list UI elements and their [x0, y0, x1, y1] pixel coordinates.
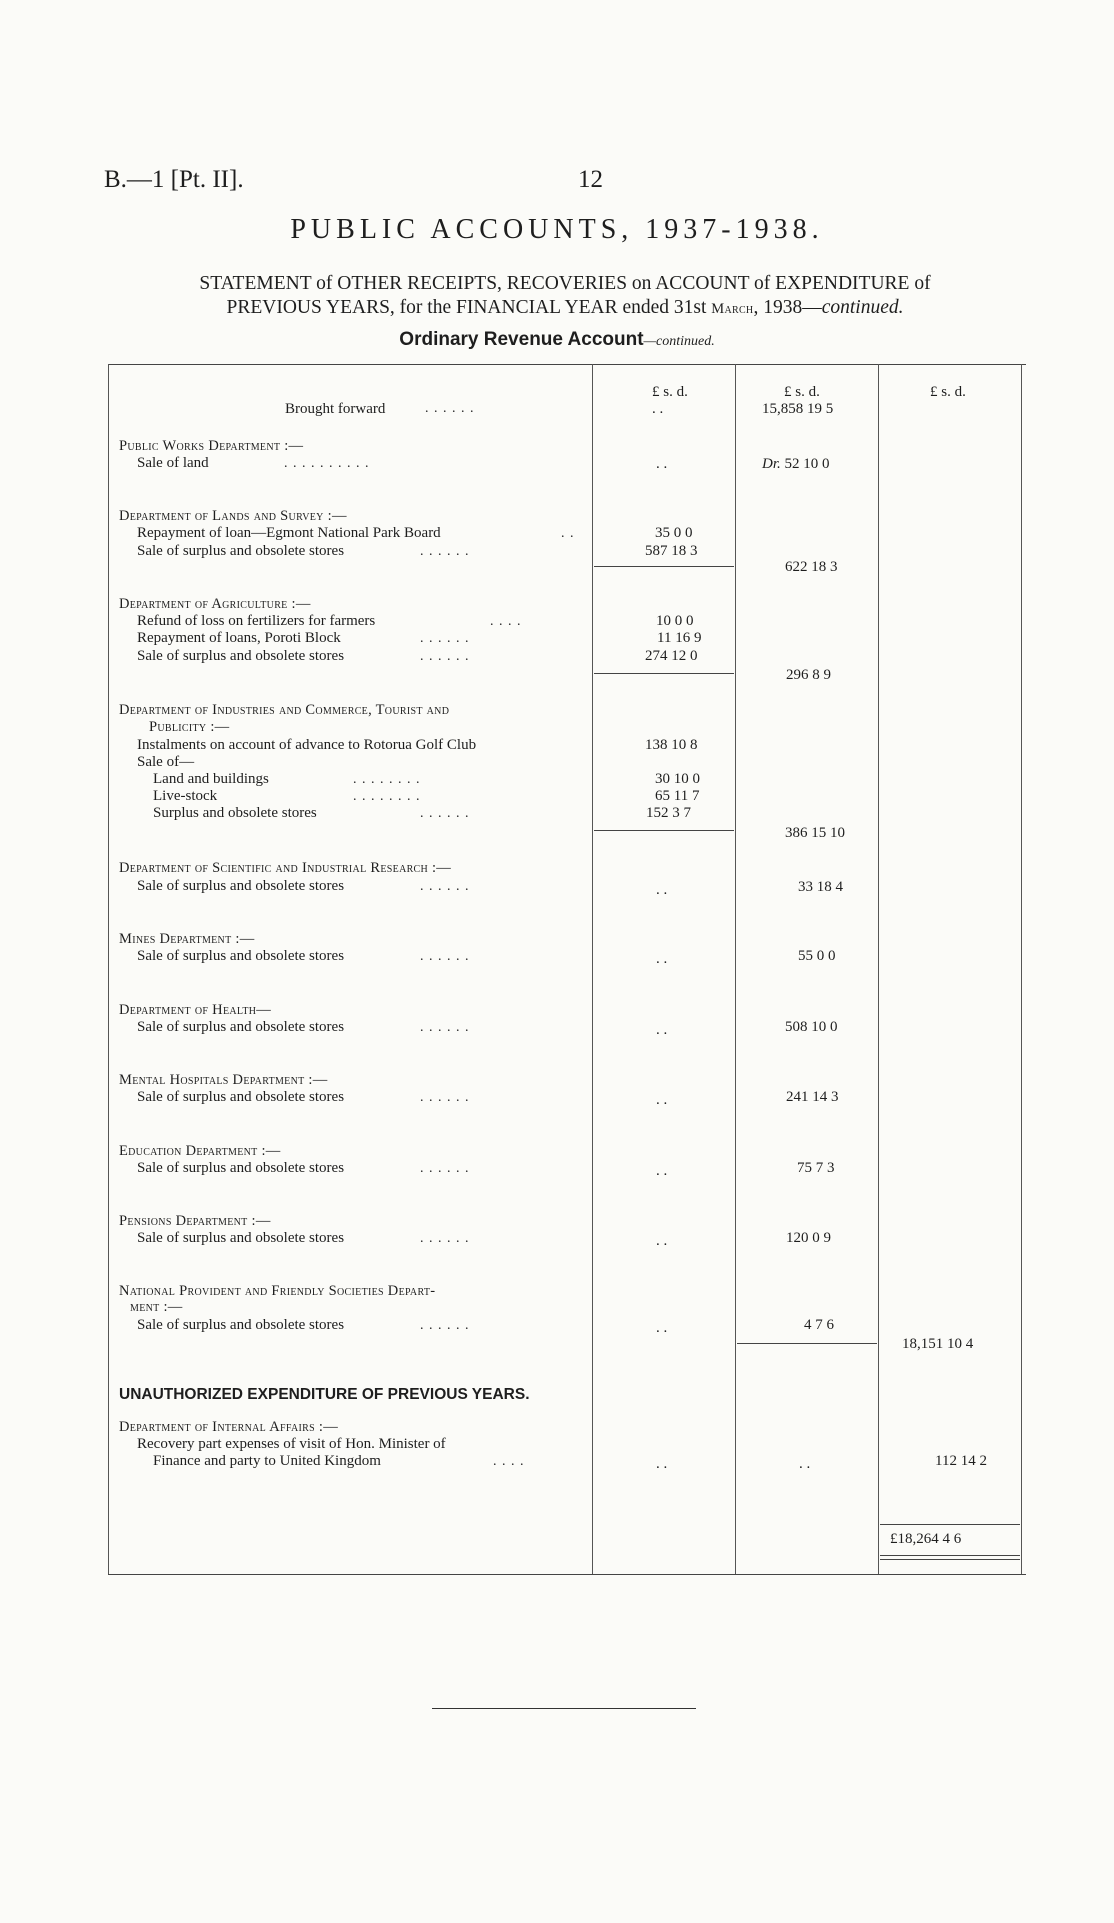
national-provident-col2: 4 7 6 — [804, 1317, 834, 1333]
health-col1: . . — [656, 1022, 668, 1038]
lands-heading: Department of Lands and Survey :— — [119, 508, 347, 524]
leader-dots: . . . . . . — [420, 806, 470, 821]
industries-item-3: Surplus and obsolete stores — [153, 805, 317, 821]
mental-hospitals-item: Sale of surplus and obsolete stores — [137, 1089, 345, 1105]
internal-affairs-col1: . . — [656, 1456, 668, 1472]
pensions-heading: Pensions Department :— — [119, 1213, 271, 1229]
industries-sale-of: Sale of— — [137, 754, 195, 770]
leader-dots: . . . . . . . . . . — [284, 456, 370, 471]
statement-heading — [60, 272, 1070, 321]
national-provident-col1: . . — [656, 1320, 668, 1336]
column-header-3: £ s. d. — [930, 384, 966, 400]
mental-hospitals-col2: 241 14 3 — [786, 1089, 839, 1105]
leader-dots: . . — [561, 526, 575, 541]
agriculture-item-3-value: 274 12 0 — [645, 648, 698, 664]
table-left-border — [108, 364, 109, 1574]
subtotal-rule — [594, 566, 734, 567]
education-col1: . . — [656, 1163, 668, 1179]
leader-dots: . . . . . . — [420, 1090, 470, 1105]
mines-col1: . . — [656, 951, 668, 967]
table-bottom-rule — [108, 1574, 1026, 1575]
mental-hospitals-col1: . . — [656, 1092, 668, 1108]
total-rule-double-2 — [880, 1559, 1020, 1560]
lands-item-1-value: 35 0 0 — [655, 525, 693, 541]
public-works-col2: Dr. 52 10 0 — [762, 456, 830, 472]
public-works-item: Sale of land — [137, 455, 209, 471]
page-title: PUBLIC ACCOUNTS, 1937-1938. — [290, 214, 824, 245]
industries-item-1: Land and buildings — [153, 771, 269, 787]
mental-hospitals-heading: Mental Hospitals Department :— — [119, 1072, 328, 1088]
leader-dots: . . . . . . . . — [353, 789, 421, 804]
dsir-heading: Department of Scientific and Industrial Research :— — [119, 860, 452, 876]
column-divider-2 — [735, 364, 736, 1574]
leader-dots: . . . . . . — [420, 949, 470, 964]
education-item: Sale of surplus and obsolete stores — [137, 1160, 345, 1176]
lands-item-2: Sale of surplus and obsolete stores — [137, 543, 345, 559]
leader-dots: . . . . . . — [420, 1318, 470, 1333]
pensions-item: Sale of surplus and obsolete stores — [137, 1230, 345, 1246]
column-divider-1 — [592, 364, 593, 1574]
national-provident-heading-line-2: ment :— — [130, 1299, 183, 1315]
dsir-col1: . . — [656, 882, 668, 898]
industries-item-3-value: 152 3 7 — [646, 805, 691, 821]
agriculture-item-2-value: 11 16 9 — [657, 630, 702, 646]
internal-affairs-item-line-1: Recovery part expenses of visit of Hon. Minister of — [137, 1436, 446, 1452]
education-col2: 75 7 3 — [797, 1160, 835, 1176]
dsir-item: Sale of surplus and obsolete stores — [137, 878, 345, 894]
account-subtitle: Ordinary Revenue Account—continued. — [399, 329, 715, 350]
total-rule-top — [880, 1524, 1020, 1525]
internal-affairs-heading: Department of Internal Affairs :— — [119, 1419, 338, 1435]
unauthorized-heading: UNAUTHORIZED EXPENDITURE OF PREVIOUS YEARS. — [119, 1386, 530, 1403]
leader-dots: . . . . . . . . — [353, 772, 421, 787]
public-works-heading: Public Works Department :— — [119, 438, 304, 454]
leader-dots: . . . . . . — [420, 631, 470, 646]
internal-affairs-item-line-2: Finance and party to United Kingdom — [153, 1453, 381, 1469]
leader-dots: . . . . — [490, 614, 522, 629]
agriculture-item-1-value: 10 0 0 — [656, 613, 694, 629]
internal-affairs-col2: . . — [799, 1456, 811, 1472]
industries-item-2: Live-stock — [153, 788, 218, 804]
brought-forward-col1: . . — [652, 401, 664, 417]
leader-dots: . . . . . . — [420, 1161, 470, 1176]
revenue-subtotal: 18,151 10 4 — [902, 1336, 974, 1352]
agriculture-total: 296 8 9 — [786, 667, 831, 683]
grand-total: £18,264 4 6 — [890, 1531, 962, 1547]
national-provident-item: Sale of surplus and obsolete stores — [137, 1317, 345, 1333]
lands-item-2-value: 587 18 3 — [645, 543, 698, 559]
agriculture-heading: Department of Agriculture :— — [119, 596, 311, 612]
internal-affairs-col3: 112 14 2 — [935, 1453, 987, 1469]
subtotal-rule — [594, 830, 734, 831]
lands-total: 622 18 3 — [785, 559, 838, 575]
agriculture-item-3: Sale of surplus and obsolete stores — [137, 648, 345, 664]
subtotal-rule — [594, 673, 734, 674]
leader-dots: . . . . . . — [420, 1020, 470, 1035]
education-heading: Education Department :— — [119, 1143, 281, 1159]
brought-forward-col2: 15,858 19 5 — [762, 401, 834, 417]
subtotal-rule — [737, 1343, 877, 1344]
health-item: Sale of surplus and obsolete stores — [137, 1019, 345, 1035]
leader-dots: . . . . . . — [420, 1231, 470, 1246]
industries-item-1-value: 30 10 0 — [655, 771, 700, 787]
footer-rule — [432, 1708, 696, 1709]
brought-forward-label: Brought forward — [285, 401, 386, 417]
leader-dots: . . . . . . — [425, 401, 475, 416]
column-divider-3 — [878, 364, 879, 1574]
table-top-rule — [108, 364, 1026, 365]
pensions-col1: . . — [656, 1233, 668, 1249]
lands-item-1: Repayment of loan—Egmont National Park Board — [137, 525, 441, 541]
agriculture-item-1: Refund of loss on fertilizers for farmers — [137, 613, 376, 629]
total-rule-double-1 — [880, 1555, 1020, 1556]
industries-heading-line-2: Publicity :— — [149, 719, 230, 735]
column-header-1: £ s. d. — [652, 384, 688, 400]
leader-dots: . . . . . . — [420, 544, 470, 559]
industries-heading-line-1: Department of Industries and Commerce, Tourist and — [119, 702, 450, 718]
pensions-col2: 120 0 9 — [786, 1230, 831, 1246]
leader-dots: . . . . . . — [420, 649, 470, 664]
table-right-border — [1021, 364, 1022, 1574]
health-heading: Department of Health— — [119, 1002, 272, 1018]
dsir-col2: 33 18 4 — [798, 879, 843, 895]
leader-dots: . . . . — [493, 1454, 525, 1469]
industries-total: 386 15 10 — [785, 825, 845, 841]
public-works-col1: . . — [656, 456, 668, 472]
industries-instalments: Instalments on account of advance to Rotorua Golf Club — [137, 737, 477, 753]
document-reference: B.—1 [Pt. II]. — [104, 166, 244, 193]
statement-line-2: PREVIOUS YEARS, for the FINANCIAL YEAR ended 31st March, 1938—continued. — [226, 297, 904, 318]
statement-line-1: STATEMENT of OTHER RECEIPTS, RECOVERIES on ACCOUNT of EXPENDITURE of — [199, 273, 931, 294]
agriculture-item-2: Repayment of loans, Poroti Block — [137, 630, 341, 646]
industries-instalments-value: 138 10 8 — [645, 737, 698, 753]
mines-col2: 55 0 0 — [798, 948, 836, 964]
national-provident-heading-line-1: National Provident and Friendly Societies Depart- — [119, 1283, 436, 1299]
mines-item: Sale of surplus and obsolete stores — [137, 948, 345, 964]
leader-dots: . . . . . . — [420, 879, 470, 894]
health-col2: 508 10 0 — [785, 1019, 838, 1035]
page-number: 12 — [578, 166, 603, 193]
mines-heading: Mines Department :— — [119, 931, 255, 947]
column-header-2: £ s. d. — [784, 384, 820, 400]
industries-item-2-value: 65 11 7 — [655, 788, 700, 804]
